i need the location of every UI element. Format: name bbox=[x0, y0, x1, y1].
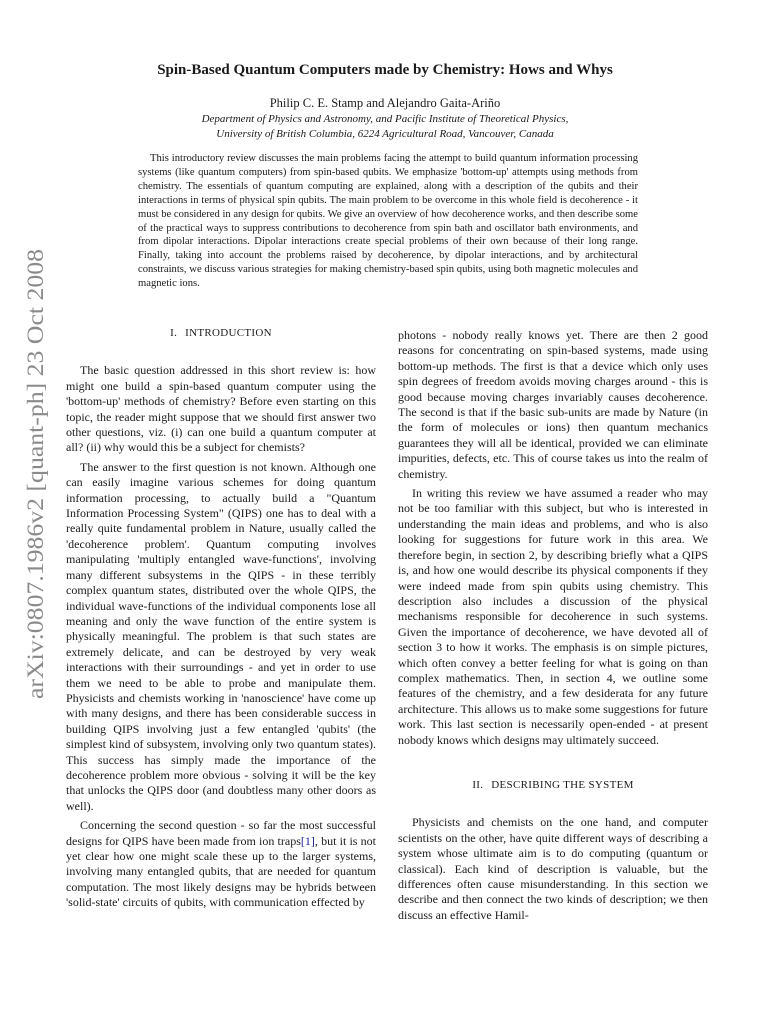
paragraph: Physicists and chemists on the one hand, and computer scientists on the other, have quite different ways of describing a system whose ultimate aim is to do computing (quantum or classical). Each kind of description is valuable, but the differences often cause misunderstanding. In this section we describe and then connect the two kinds of description; we then discuss an effective Hamil- bbox=[398, 815, 708, 922]
section-title: DESCRIBING THE SYSTEM bbox=[491, 778, 634, 791]
section-number: II. bbox=[472, 778, 484, 791]
section-heading-describing-the-system bbox=[398, 778, 708, 793]
paragraph-text: , but it is not yet clear how one might scale these up to the larger systems, involving many entangled qubits, that are needed for quantum computation. The most likely designs may be hybrids between 'solid-state' circuits of qubits, with communication effected by bbox=[66, 833, 377, 910]
citation-number: [1] bbox=[300, 833, 315, 848]
paragraph: The basic question addressed in this short review is: how might one build a spin-based quantum computer using the 'bottom-up' methods of chemistry? Before even starting on this topic, the reader might suppose that we should first answer two other questions, viz. (i) can one build a quantum computer at all? (ii) why would this be a subject for chemists? bbox=[66, 363, 376, 455]
section-heading-introduction bbox=[66, 326, 376, 341]
affiliation-line-1: Department of Physics and Astronomy, and Pacific Institute of Theoretical Physics, bbox=[201, 113, 569, 125]
paragraph: The answer to the first question is not known. Although one can easily imagine various schemes for doing quantum information processing, to actually build a "Quantum Information Processing System" (QIPS) one has to deal with a really quite fundamental problem in Nature, usually called the 'decoherence problem'. Quantum computing involves manipulating 'multiply entangled wave-functions', involving many different subsystems in the QIPS - in these terribly complex quantum states, distributed over the whole QIPS, the individual wave-functions of the individual components lose all meaning and only the wave function of the entire system is physically meaningful. The problem is that such states are extremely delicate, and can be destroyed by very weak interactions with their surroundings - and yet in order to use them we need to be able to probe and manipulate them. Physicists and chemists working in 'nanoscience' have come up with many designs, and there has been considerable success in building QIPS involving just a few entangled 'qubits' (the simplest kind of subsystem, involving only two quantum states). This success has simply made the importance of the decoherence problem more obvious - solving it will be the key that unlocks the QIPS door (and doubtless many other doors as well). bbox=[66, 459, 376, 813]
section-number: I. bbox=[170, 327, 178, 339]
citation-link[interactable] bbox=[301, 834, 315, 848]
author-list: Philip C. E. Stamp and Alejandro Gaita-Ariño bbox=[269, 96, 501, 110]
section-title: INTRODUCTION bbox=[185, 327, 272, 339]
paper-title: Spin-Based Quantum Computers made by Chemistry: Hows and Whys bbox=[157, 62, 613, 78]
arxiv-sidebar-stamp bbox=[18, 244, 52, 704]
abstract: This introductory review discusses the main problems facing the attempt to build quantum information processing systems (like quantum computers) from spin-based qubits. We emphasize 'bottom-up' attempts using methods from chemistry. The essentials of quantum computing are explained, along with a description of the qubits and their interactions in terms of physical spin qubits. The main problem to be overcome in this whole field is decoherence - it must be considered in any design for qubits. We give an overview of how decoherence works, and then describe some of the practical ways to suppress contributions to decoherence from spin bath and oscillator bath environments, and from dipolar interactions. Dipolar interactions create special problems of their own because of their long range. Finally, taking into account the problems raised by decoherence, by dipolar interactions, and by architectural constraints, we discuss various strategies for making chemistry-based spin qubits, using both magnetic molecules and magnetic ions. bbox=[138, 153, 638, 290]
paragraph bbox=[66, 818, 376, 910]
paragraph: photons - nobody really knows yet. There are then 2 good reasons for concentrating on spin-based systems, made using bottom-up methods. The first is that a device which only uses spin degrees of freedom avoids moving charges around - this is good because moving charges invariably causes decoherence. The second is that if the basic sub-units are made by Nature (in the form of molecules or ions) then quantum mechanics guarantees they will all be identical, provided we can eliminate impurities, defects, etc. This of course takes us into the realm of chemistry. bbox=[398, 328, 708, 481]
paragraph: In writing this review we have assumed a reader who may not be too familiar with this subject, but who is interested in understanding the main ideas and problems, and who is also looking for suggestions for future work in this area. We therefore begin, in section 2, by describing briefly what a QIPS is, and how one would describe its physical components if they were indeed made from spin qubits using chemistry. This description also includes a discussion of the physical mechanisms responsible for decoherence in such systems. Given the importance of decoherence, we have devoted all of section 3 to how it works. The emphasis is on simple pictures, which often convey a better feeling for what is going on than complex mathematics. Then, in section 4, we outline some features of the chemistry, and a few desiderata for any future architecture. This allows us to make some suggestions for future work. This last section is necessarily open-ended - at present nobody knows which designs may ultimately succeed. bbox=[398, 486, 708, 747]
affiliation bbox=[90, 112, 680, 142]
affiliation-line-2: University of British Columbia, 6224 Agricultural Road, Vancouver, Canada bbox=[216, 128, 554, 140]
paragraph-text: Concerning the second question - so far the most successful designs for QIPS have been made from ion traps bbox=[66, 818, 376, 848]
left-column bbox=[66, 326, 376, 915]
arxiv-identifier: arXiv:0807.1986v2 [quant-ph] 23 Oct 2008 bbox=[23, 297, 48, 699]
right-column bbox=[398, 328, 708, 927]
